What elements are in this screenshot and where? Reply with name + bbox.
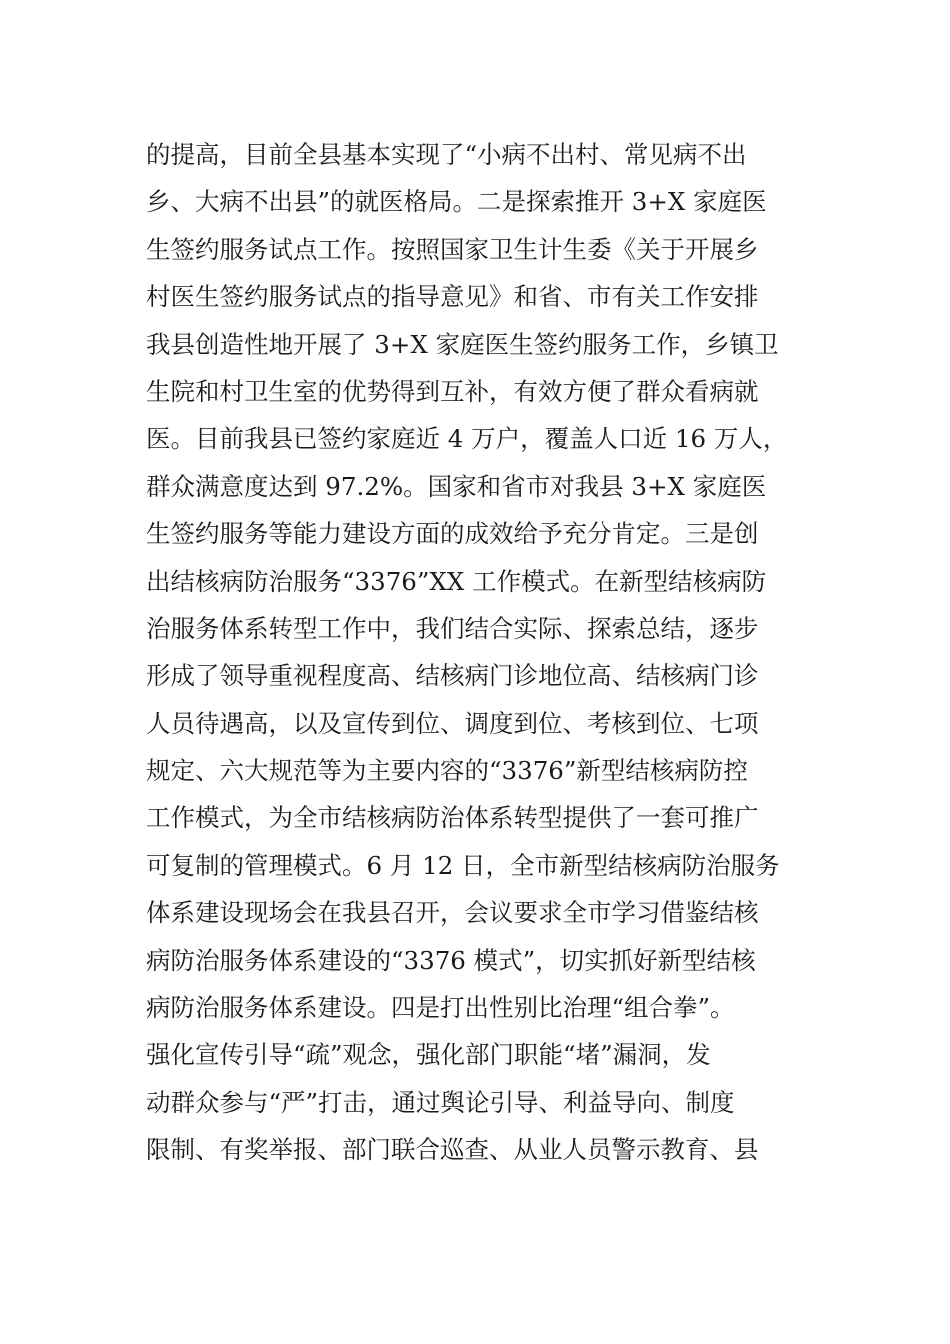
text-line: 动群众参与“严”打击，通过舆论引导、利益导向、制度 [146, 1087, 735, 1117]
text-line: 强化宣传引导“疏”观念，强化部门职能“堵”漏洞，发 [146, 1040, 711, 1070]
text-line: 规定、六大规范等为主要内容的“3376”新型结核病防控 [146, 756, 748, 786]
text-line: 我县创造性地开展了 3+X 家庭医生签约服务工作，乡镇卫 [146, 329, 779, 359]
text-line: 病防治服务体系建设的“3376 模式”，切实抓好新型结核 [146, 945, 756, 975]
text-line: 群众满意度达到 97.2%。国家和省市对我县 3+X 家庭医 [146, 471, 767, 501]
text-line: 村医生签约服务试点的指导意见》和省、市有关工作安排 [146, 282, 759, 312]
text-line: 工作模式，为全市结核病防治体系转型提供了一套可推广 [146, 803, 759, 833]
text-line: 形成了领导重视程度高、结核病门诊地位高、结核病门诊 [146, 661, 759, 691]
text-line: 生签约服务试点工作。按照国家卫生计生委《关于开展乡 [146, 234, 759, 264]
text-line: 病防治服务体系建设。四是打出性别比治理“组合拳”。 [146, 993, 735, 1023]
text-line: 医。目前我县已签约家庭近 4 万户，覆盖人口近 16 万人， [146, 424, 788, 454]
text-line: 生签约服务等能力建设方面的成效给予充分肯定。三是创 [146, 519, 759, 549]
text-line: 生院和村卫生室的优势得到互补，有效方便了群众看病就 [146, 376, 759, 406]
body-paragraph [146, 131, 816, 1174]
text-line: 限制、有奖举报、部门联合巡查、从业人员警示教育、县 [146, 1135, 759, 1165]
text-line: 可复制的管理模式。6 月 12 日，全市新型结核病防治服务 [146, 850, 780, 880]
text-line: 体系建设现场会在我县召开，会议要求全市学习借鉴结核 [146, 898, 759, 928]
text-line: 的提高，目前全县基本实现了“小病不出村、常见病不出 [146, 140, 747, 169]
text-line: 出结核病防治服务“3376”XX 工作模式。在新型结核病防 [146, 566, 767, 596]
text-line: 人员待遇高，以及宣传到位、调度到位、考核到位、七项 [146, 708, 759, 738]
text-line: 乡、大病不出县”的就医格局。二是探索推开 3+X 家庭医 [146, 187, 767, 217]
text-line: 治服务体系转型工作中，我们结合实际、探索总结，逐步 [146, 613, 759, 643]
